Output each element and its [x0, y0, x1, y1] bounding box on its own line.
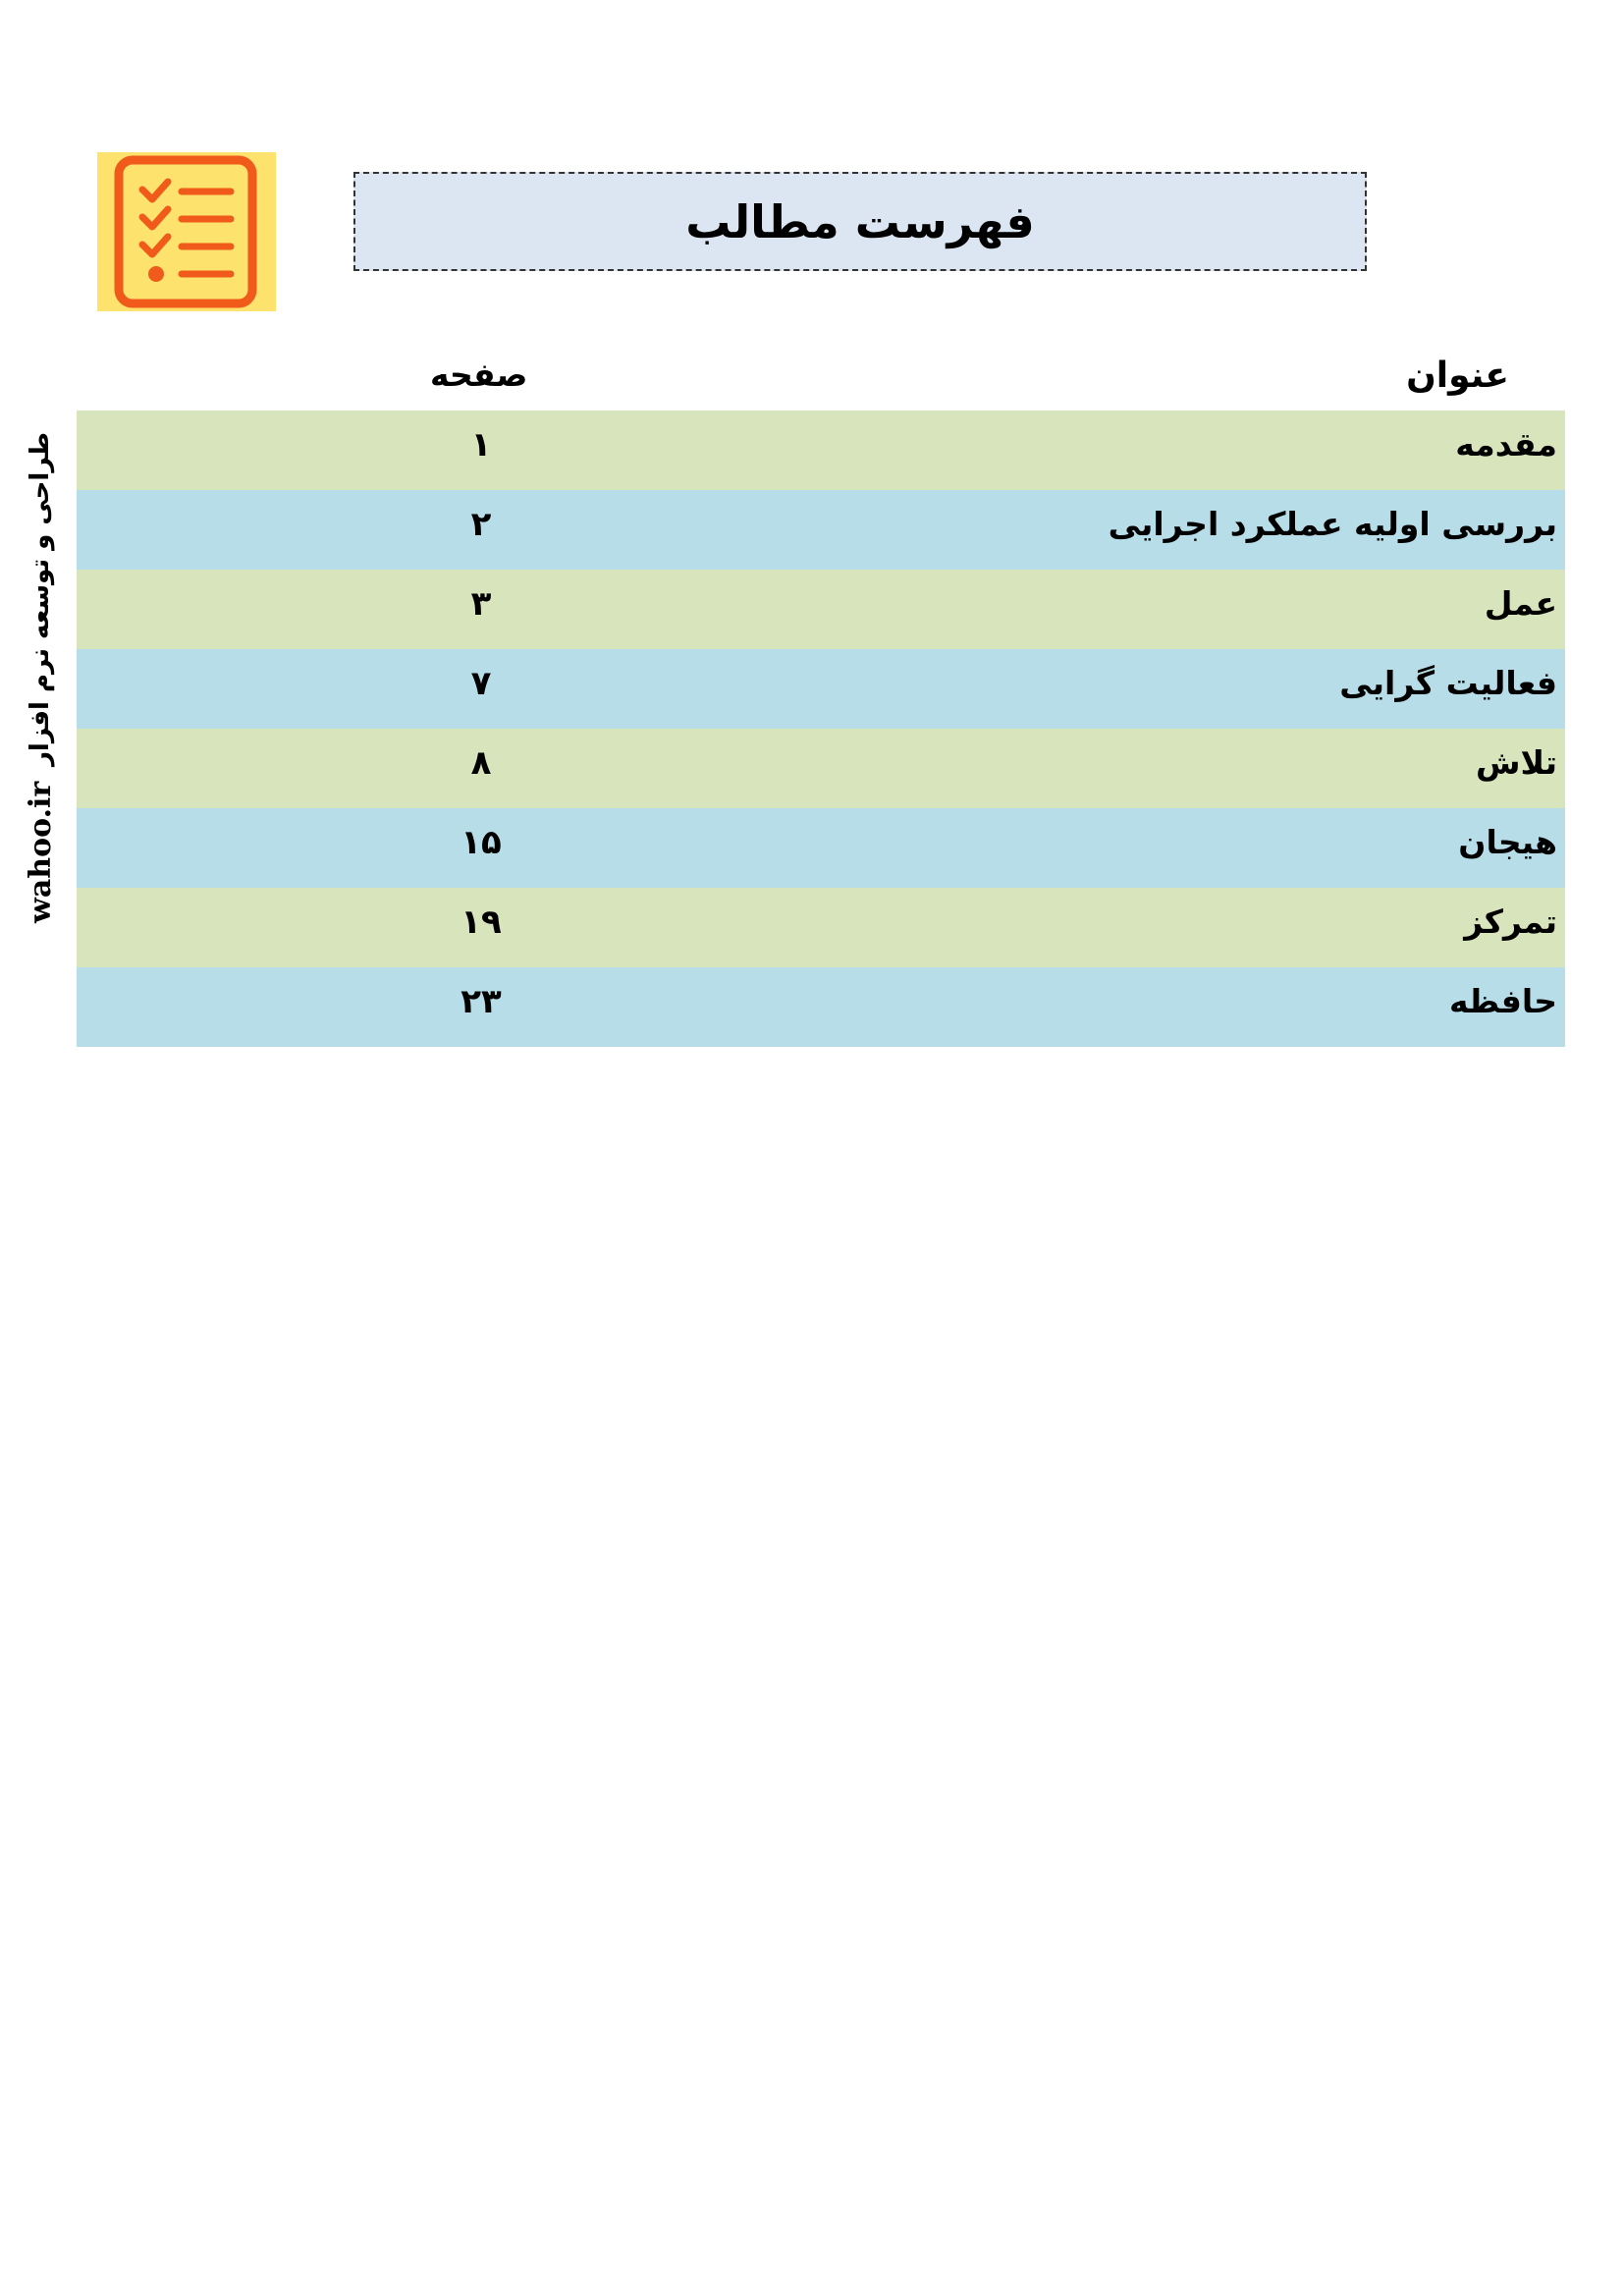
toc-item-page: ۳: [470, 584, 492, 624]
toc-item-label: حافظه: [1449, 982, 1557, 1020]
table-of-contents: [77, 410, 1565, 1047]
toc-item-page: ۷: [470, 664, 492, 703]
toc-item-label: فعالیت گرایی: [1339, 664, 1557, 702]
checklist-icon: [97, 152, 276, 311]
column-header-page: صفحه: [430, 355, 528, 394]
toc-row[interactable]: [77, 570, 1565, 649]
toc-item-label: هیجان: [1458, 823, 1557, 861]
toc-row[interactable]: [77, 649, 1565, 729]
toc-row[interactable]: [77, 490, 1565, 570]
toc-item-page: ۸: [470, 743, 492, 783]
toc-item-page: ۱۵: [460, 823, 502, 862]
credit-text: طراحی و توسعه نرم افزار: [26, 432, 55, 767]
toc-item-label: بررسی اولیه عملکرد اجرایی: [1108, 505, 1557, 543]
toc-item-page: ۲: [470, 505, 492, 544]
brand-text: wahoo.ir: [23, 781, 58, 923]
toc-item-label: مقدمه: [1455, 425, 1557, 464]
toc-item-label: تلاش: [1476, 743, 1557, 782]
toc-item-page: ۱۹: [460, 902, 502, 942]
toc-row[interactable]: [77, 808, 1565, 888]
column-header-title: عنوان: [1406, 355, 1509, 396]
toc-item-label: عمل: [1484, 584, 1557, 623]
toc-item-page: ۲۳: [460, 982, 502, 1021]
toc-row[interactable]: [77, 967, 1565, 1047]
side-credit: [18, 432, 63, 923]
toc-row[interactable]: [77, 729, 1565, 808]
toc-item-label: تمرکز: [1464, 902, 1557, 941]
page-title: فهرست مطالب: [353, 172, 1367, 271]
toc-row[interactable]: [77, 888, 1565, 967]
toc-item-page: ۱: [470, 425, 492, 465]
toc-row[interactable]: [77, 410, 1565, 490]
